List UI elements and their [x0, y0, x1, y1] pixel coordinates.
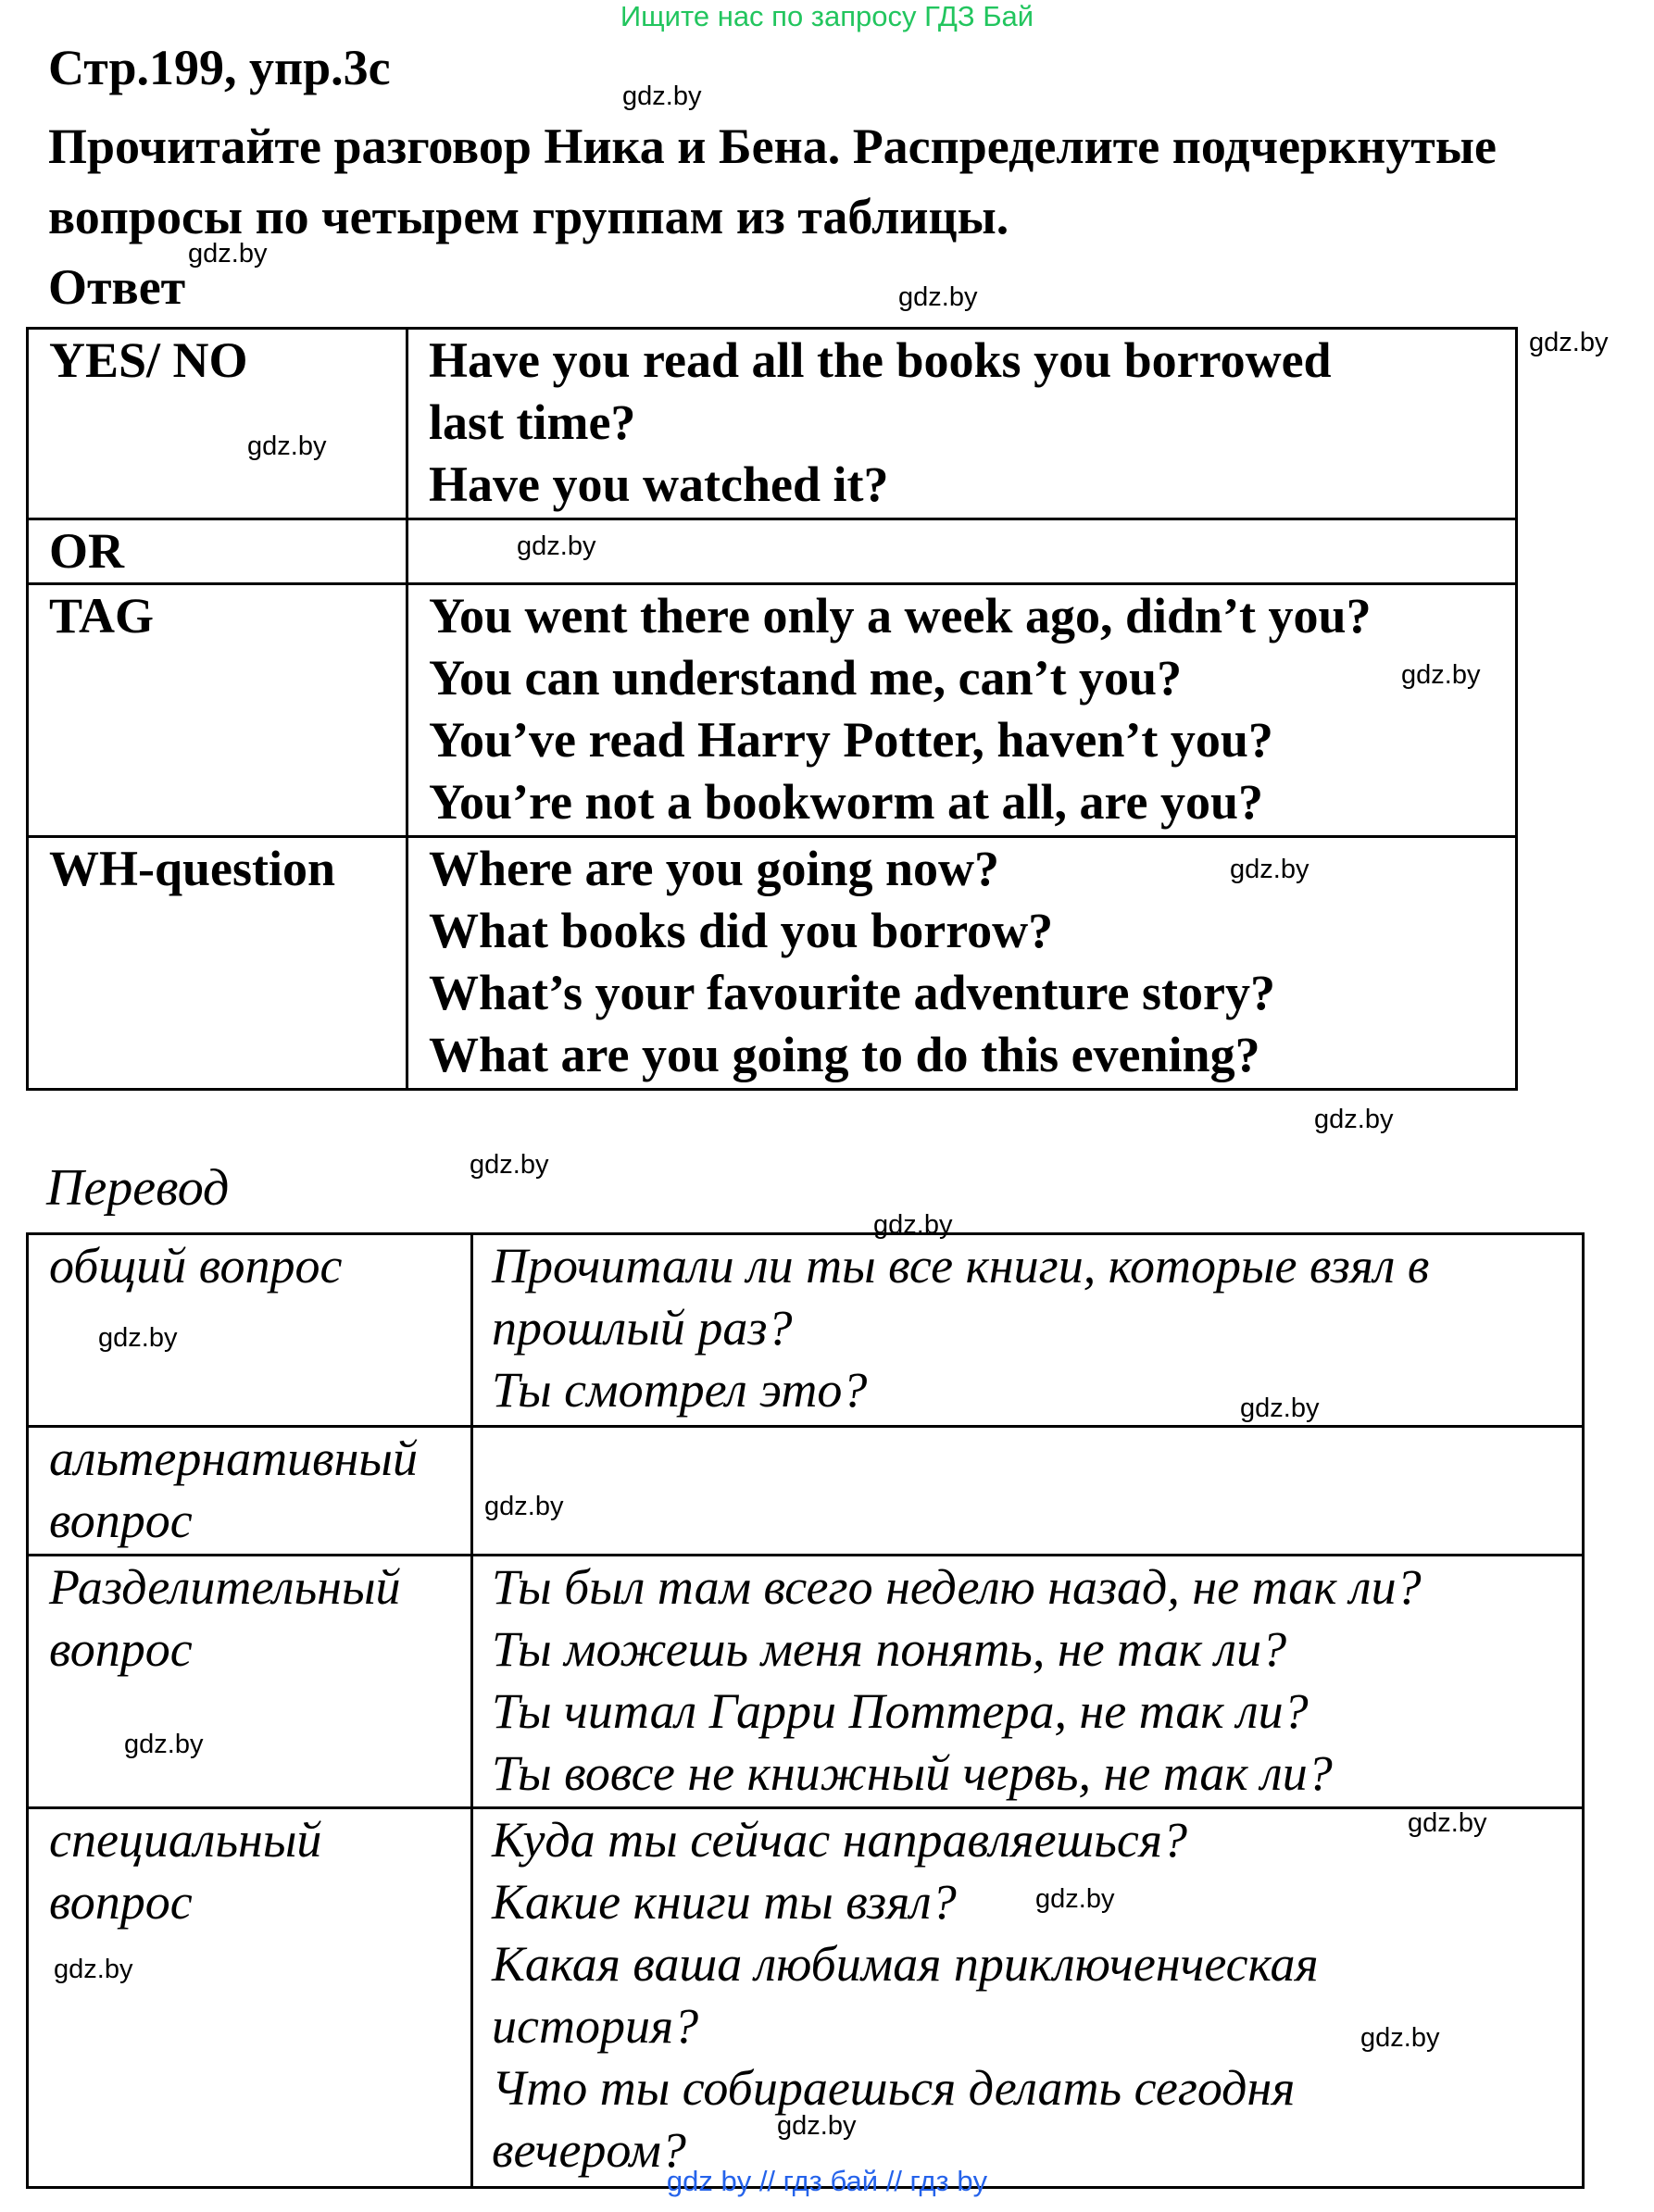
category-cell: TAG	[28, 584, 407, 837]
category-cell: Разделительный вопрос	[28, 1556, 472, 1808]
watermark: gdz.by	[1230, 855, 1309, 884]
watermark: gdz.by	[898, 282, 978, 312]
watermark: gdz.by	[247, 431, 327, 461]
watermark: gdz.by	[1408, 1808, 1487, 1838]
task-instruction-line-1: Прочитайте разговор Ника и Бена. Распределите подчеркнутые	[48, 119, 1497, 174]
questions-cell: Прочитали ли ты все книги, которые взял в прошлый раз? Ты смотрел это?	[472, 1234, 1584, 1427]
table-row	[28, 519, 1517, 584]
category-cell: YES/ NO	[28, 329, 407, 519]
questions-cell	[472, 1427, 1584, 1556]
category-cell: альтернативный вопрос	[28, 1427, 472, 1556]
page-reference: Стр.199, упр.3с	[48, 40, 391, 95]
watermark: gdz.by	[124, 1730, 204, 1759]
questions-cell: Where are you going now? What books did you borrow? What’s your favourite adventure story? What are you going to do this evening?	[407, 837, 1517, 1090]
table-row	[28, 1234, 1584, 1427]
watermark: gdz.by	[484, 1492, 564, 1521]
questions-cell: Ты был там всего неделю назад, не так ли? Ты можешь меня понять, не так ли? Ты читал Гарри Поттера, не так ли? Ты вовсе не книжный червь, не так ли?	[472, 1556, 1584, 1808]
translation-label: Перевод	[46, 1159, 230, 1217]
watermark: gdz.by	[1314, 1105, 1394, 1134]
table-row	[28, 1556, 1584, 1808]
watermark: gdz.by	[777, 2111, 857, 2141]
questions-cell: You went there only a week ago, didn’t you? You can understand me, can’t you? You’ve read Harry Potter, haven’t you? You’re not a bookworm at all, are you?	[407, 584, 1517, 837]
watermark: gdz.by	[517, 531, 596, 561]
task-instruction-line-2: вопросы по четырем группам из таблицы.	[48, 189, 1009, 244]
watermark: gdz.by	[622, 81, 702, 111]
answer-label: Ответ	[48, 259, 186, 315]
category-cell: WH-question	[28, 837, 407, 1090]
category-cell: OR	[28, 519, 407, 584]
table-row	[28, 329, 1517, 519]
top-banner: Ищите нас по запросу ГДЗ Бай	[620, 0, 1034, 32]
watermark: gdz.by	[873, 1210, 953, 1240]
watermark: gdz.by	[54, 1955, 133, 1984]
questions-cell: Куда ты сейчас направляешься? Какие книги ты взял? Какая ваша любимая приключенческая история? Что ты собираешься делать сегодня вечером?	[472, 1808, 1584, 2188]
footer: gdz by // гдз бай // гдз by	[666, 2165, 988, 2197]
watermark: gdz.by	[1529, 328, 1609, 357]
table-row	[28, 1427, 1584, 1556]
watermark: gdz.by	[1240, 1393, 1320, 1423]
table-row	[28, 584, 1517, 837]
watermark: gdz.by	[1360, 2023, 1440, 2053]
watermark: gdz.by	[1401, 660, 1481, 690]
questions-cell: Have you read all the books you borrowed last time? Have you watched it?	[407, 329, 1517, 519]
translation-table	[26, 1232, 1585, 2189]
category-cell: специальный вопрос	[28, 1808, 472, 2188]
watermark: gdz.by	[1035, 1884, 1115, 1914]
watermark: gdz.by	[470, 1150, 549, 1180]
watermark: gdz.by	[188, 239, 268, 269]
watermark: gdz.by	[98, 1323, 178, 1353]
category-cell: общий вопрос	[28, 1234, 472, 1427]
